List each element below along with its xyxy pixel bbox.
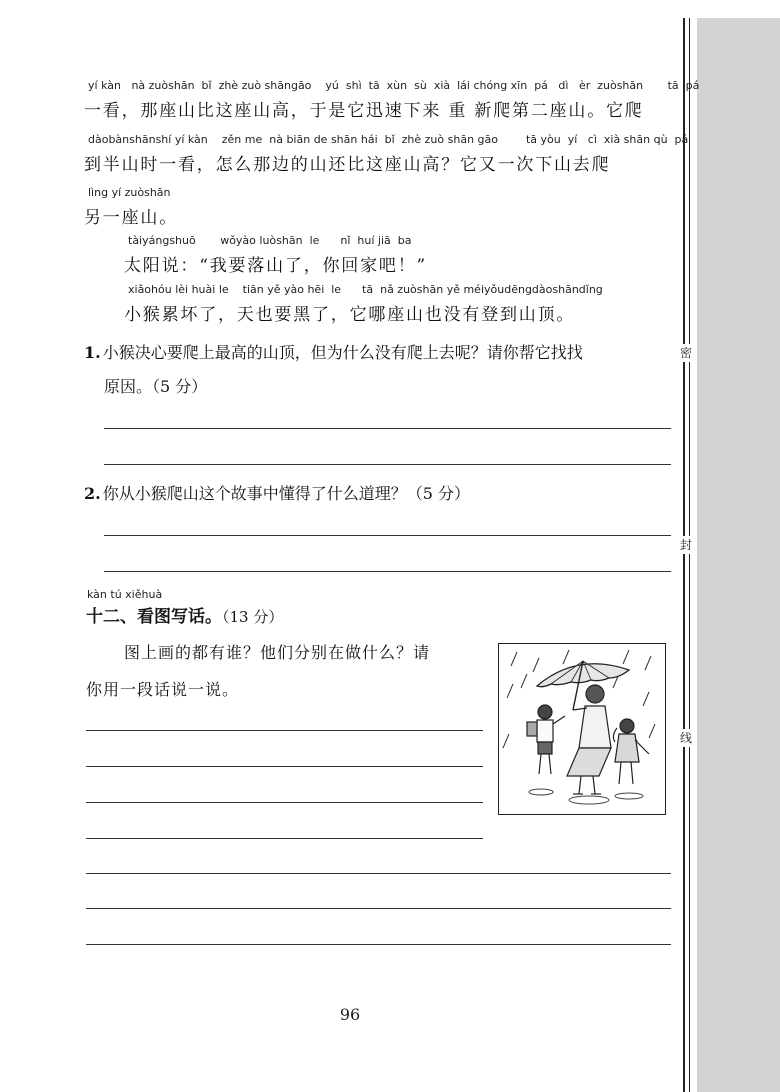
question-1-text: 小猴决心要爬上最高的山顶，但为什么没有爬上去呢？请你帮它找找 (102, 343, 583, 362)
story-line-5: 小猴累坏了，天也要黑了，它哪座山也没有登到山顶。 (124, 305, 576, 325)
section-12-prompt-line2: 你用一段话说一说。 (86, 680, 240, 699)
answer-line[interactable] (104, 464, 671, 465)
question-2-text: 你从小猴爬山这个故事中懂得了什么道理？（5 分） (102, 484, 470, 503)
writing-line[interactable] (86, 730, 483, 731)
section-12-title (86, 602, 283, 627)
pinyin-line-5: xiǎohóu lèi huài le tiān yě yào hēi le tā nǎ zuòshān yě méiyǒudēngdàoshāndǐng (128, 283, 603, 296)
pinyin-line-2: dàobànshānshí yí kàn zěn me nà biān de shān hái bǐ zhè zuò shān gāo tā yòu yí cì xià shān qù pá (88, 133, 689, 146)
binding-line-thick (683, 18, 685, 1092)
question-2 (84, 481, 470, 504)
illustration-rain-umbrella (498, 643, 666, 815)
story-line-4: 太阳说：“我要落山了，你回家吧！” (124, 256, 427, 276)
rain-umbrella-drawing (499, 644, 665, 814)
story-line-1: 一看，那座山比这座山高，于是它迅速下来 重 新爬第二座山。它爬 (84, 101, 644, 121)
page-number: 96 (339, 1005, 361, 1024)
pinyin-line-4: tàiyángshuō wǒyào luòshān le nǐ huí jiā ba (128, 234, 412, 247)
story-line-3: 另一座山。 (84, 208, 178, 228)
seal-mark-mi: 密 (679, 346, 692, 360)
question-2-number: 2. (84, 484, 101, 503)
question-1 (84, 340, 583, 363)
writing-line[interactable] (86, 766, 483, 767)
pinyin-line-3: lìng yí zuòshān (88, 186, 171, 199)
answer-line[interactable] (104, 535, 671, 536)
writing-line[interactable] (86, 838, 483, 839)
seal-mark-feng: 封 (679, 538, 692, 552)
writing-line[interactable] (86, 944, 671, 945)
writing-line[interactable] (86, 908, 671, 909)
section-12-title-text: 十二、看图写话。 (86, 607, 222, 627)
seal-mark-xian: 线 (679, 731, 692, 745)
section-12-prompt-line1: 图上画的都有谁？他们分别在做什么？请 (124, 643, 431, 662)
answer-line[interactable] (104, 428, 671, 429)
binding-line-thin (689, 18, 690, 1092)
question-1-text-line2: 原因。（5 分） (104, 377, 208, 396)
section-title-pinyin: kàn tú xiěhuà (87, 588, 163, 601)
pinyin-line-1: yí kàn nà zuòshān bǐ zhè zuò shāngāo yú shì tā xùn sù xià lái chóng xīn pá dì èr zuòshān tā pá (88, 79, 700, 92)
answer-line[interactable] (104, 571, 671, 572)
writing-line[interactable] (86, 873, 671, 874)
section-12-score: （13 分） (222, 608, 284, 626)
question-1-number: 1. (84, 343, 101, 362)
writing-line[interactable] (86, 802, 483, 803)
binding-margin (697, 18, 780, 1092)
story-line-2: 到半山时一看，怎么那边的山还比这座山高？它又一次下山去爬 (84, 155, 611, 175)
